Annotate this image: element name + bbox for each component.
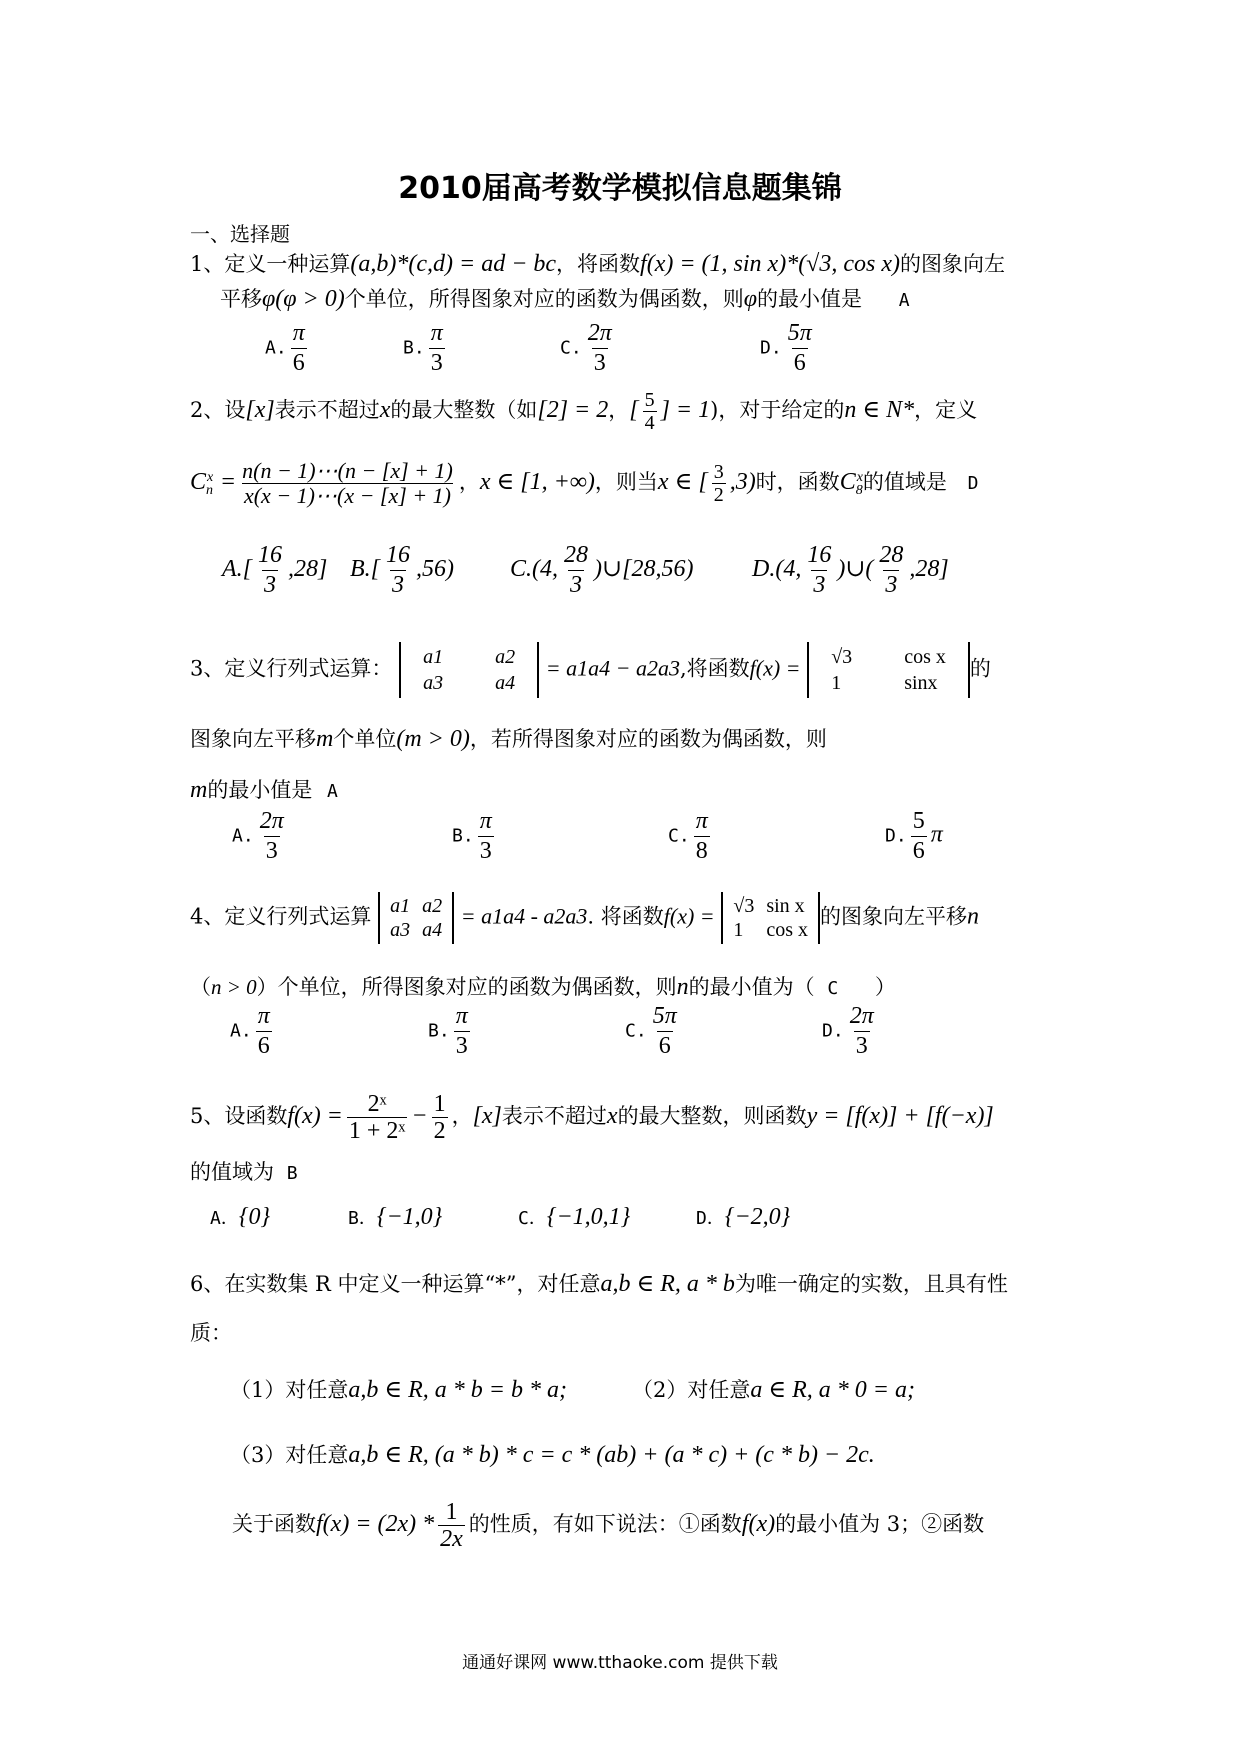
fraction-numerator: 5π xyxy=(652,1003,677,1029)
option-label: B． xyxy=(348,1208,377,1229)
q4-option-b xyxy=(428,1003,474,1060)
fraction-denominator: 3 xyxy=(265,838,278,864)
det-entry: a4 xyxy=(422,919,443,941)
q5-line1 xyxy=(190,1092,994,1143)
option-text: )∪( xyxy=(837,556,874,583)
q3-text: 3、定义行列式运算： xyxy=(190,656,393,681)
q2-text: ，则当 xyxy=(594,470,658,494)
q1-text: 1、定义一种运算 xyxy=(190,252,351,276)
q1-option-d xyxy=(760,320,818,377)
fraction-numerator: 5π xyxy=(787,320,812,346)
fraction-denominator: 3 xyxy=(479,838,492,864)
det-entry: a1 xyxy=(390,895,411,917)
option-text: B.[ xyxy=(350,556,380,583)
fraction-denominator: 1 + 2ˣ xyxy=(348,1118,406,1144)
q6-property-2 xyxy=(632,1378,915,1402)
q6-text: 的性质，有如下说法：①函数 xyxy=(468,1512,742,1536)
q4-formula: n xyxy=(967,903,979,930)
fraction-denominator: 2x xyxy=(440,1526,463,1552)
q6-property-3 xyxy=(230,1443,875,1467)
q6-text: 的最小值为 3；②函数 xyxy=(775,1512,985,1536)
option-label: B. xyxy=(452,825,474,847)
q2-formula: x ∈ [ xyxy=(657,469,708,495)
det-entry: a4 xyxy=(495,672,516,694)
fraction-denominator: 8 xyxy=(695,838,708,864)
q1-answer: A xyxy=(898,290,910,311)
option-text: D.(4, xyxy=(752,556,802,583)
det-entry: 1 xyxy=(733,919,744,941)
option-label: D． xyxy=(696,1208,725,1229)
q5-answer: B xyxy=(286,1163,298,1184)
fraction-denominator: 3 xyxy=(885,572,898,598)
option-label: A. xyxy=(230,1020,252,1042)
fraction-numerator: 16 xyxy=(807,542,832,568)
q2-formula: C xyxy=(190,469,207,495)
q3-line3 xyxy=(190,778,338,802)
option-label: D. xyxy=(885,825,907,847)
option-label: C. xyxy=(560,337,582,359)
q5-option-d xyxy=(696,1204,790,1231)
q6-text: 为唯一确定的实数，且具有性 xyxy=(734,1272,1008,1296)
det-entry: a1 xyxy=(423,646,444,668)
fraction-denominator: 2 xyxy=(433,1118,446,1144)
option-text: ,56) xyxy=(416,556,454,583)
q1-line1 xyxy=(190,252,1005,276)
q1-option-c xyxy=(560,320,618,377)
q2-formula: = xyxy=(219,469,237,495)
q4-option-c xyxy=(625,1003,683,1060)
q3-determinant xyxy=(807,642,970,698)
option-text: A.[ xyxy=(222,556,252,583)
fraction-numerator: 5 xyxy=(644,389,655,411)
fraction-numerator: 16 xyxy=(258,542,282,568)
q3-determinant xyxy=(399,642,539,698)
q2-formula: n ∈ N* xyxy=(844,397,915,423)
q3-formula: (m > 0) xyxy=(396,726,470,752)
option-label: A. xyxy=(232,825,254,847)
q1-formula: (a,b)*(c,d) = ad − bc xyxy=(350,251,557,277)
fraction-denominator: 2 xyxy=(713,484,724,506)
q4-line2 xyxy=(190,975,896,999)
q5-formula: f(x) = xyxy=(287,1103,343,1129)
fraction-numerator: 5 xyxy=(912,808,925,834)
fraction-numerator: π xyxy=(455,1003,468,1029)
q6-formula: f(x) xyxy=(741,1511,776,1537)
q2-option-c xyxy=(510,542,693,599)
option-set: {0} xyxy=(238,1204,271,1230)
q5-text: 的最大整数，则函数 xyxy=(617,1104,807,1128)
q2-formula: [2] = 2 xyxy=(537,397,609,423)
q4-text: ）个单位，所得图象对应的函数为偶函数，则 xyxy=(256,975,677,999)
q3-option-b xyxy=(452,808,498,865)
q4-determinant xyxy=(378,892,454,944)
q5-option-a xyxy=(210,1204,270,1231)
q2-formula: C xyxy=(839,469,856,495)
fraction-numerator: π xyxy=(430,320,443,346)
q3-option-a xyxy=(232,808,290,865)
q6-formula: a ∈ R, a * 0 = a; xyxy=(750,1377,915,1403)
det-entry: cos x xyxy=(766,919,808,941)
q2-text: ， xyxy=(458,470,480,494)
q2-formula: ] = 1 xyxy=(660,397,711,423)
q4-formula: = a1a4 - a2a3 xyxy=(460,903,588,929)
q6-last-line xyxy=(232,1500,984,1551)
q3-formula: m xyxy=(190,777,208,803)
fraction-denominator: 3 xyxy=(813,572,826,598)
q6-formula: f(x) = (2x) * xyxy=(316,1511,435,1537)
q2-answer: D xyxy=(967,473,979,494)
fraction-numerator: π xyxy=(479,808,492,834)
det-entry: √3 xyxy=(831,646,853,668)
q5-text: 表示不超过 xyxy=(501,1104,607,1128)
q4-formula: n xyxy=(676,974,689,1000)
q2-option-d xyxy=(752,542,949,599)
q6-formula: a,b ∈ R, (a * b) * c = c * (ab) + (a * c) + (c * b) − 2c. xyxy=(348,1442,875,1468)
q2-line1 xyxy=(190,390,977,433)
q3-text: 的 xyxy=(969,656,991,681)
q2-subscript: 8 xyxy=(855,483,863,499)
q2-text: 时，函数 xyxy=(755,470,840,494)
q2-text: ，定义 xyxy=(914,398,978,422)
option-tail: π xyxy=(930,821,943,848)
option-text: )∪[28,56) xyxy=(594,556,694,583)
q1-formula: φ xyxy=(743,286,758,312)
q4-determinant xyxy=(721,892,820,944)
q1-text: 个单位，所得图象对应的函数为偶函数，则 xyxy=(344,287,744,311)
q2-subscript: n xyxy=(206,483,214,499)
q2-formula: [x] xyxy=(245,397,275,423)
q4-option-d xyxy=(822,1003,880,1060)
q1-option-a xyxy=(265,320,311,377)
q4-text: . 将函数 xyxy=(587,904,664,929)
fraction-numerator: 1 xyxy=(445,1499,458,1525)
q1-formula: φ(φ > 0) xyxy=(262,286,345,312)
q2-superscript: x xyxy=(856,470,863,485)
q2-text: )，对于给定的 xyxy=(710,398,845,422)
option-text: ,28] xyxy=(909,556,949,583)
fraction-denominator: 6 xyxy=(912,838,925,864)
fraction-denominator: 6 xyxy=(257,1033,270,1059)
q6-text: （2）对任意 xyxy=(632,1378,751,1402)
q3-text: 图象向左平移 xyxy=(190,727,316,751)
fraction-numerator: 2π xyxy=(849,1003,874,1029)
fraction-denominator: 6 xyxy=(658,1033,671,1059)
q1-text: ，将函数 xyxy=(556,252,641,276)
q1-text: 平移 xyxy=(220,287,262,311)
fraction-numerator: 2ˣ xyxy=(367,1091,387,1117)
det-entry: a3 xyxy=(390,919,411,941)
fraction-numerator: 2π xyxy=(587,320,612,346)
fraction-denominator: 6 xyxy=(793,350,806,376)
fraction-denominator: 4 xyxy=(644,412,655,434)
q4-text: （ xyxy=(190,975,211,999)
fraction-numerator: 28 xyxy=(879,542,904,568)
q5-text: ， xyxy=(451,1104,473,1128)
q3-text: 个单位 xyxy=(333,727,397,751)
fraction-numerator: 3 xyxy=(713,461,724,483)
q4-answer: C xyxy=(827,978,839,999)
q5-text: 的值域为 xyxy=(190,1160,274,1184)
q2-text: 的值域是 xyxy=(862,470,947,494)
det-entry: 1 xyxy=(831,672,842,694)
det-entry: a2 xyxy=(495,646,516,668)
q5-formula: x xyxy=(606,1103,618,1129)
q1-line2 xyxy=(220,287,910,311)
q2-formula: x ∈ [1, +∞) xyxy=(479,469,595,495)
option-label: A. xyxy=(265,337,287,359)
q6-formula: a,b ∈ R, a * b = b * a; xyxy=(348,1377,567,1403)
fraction-denominator: x(x − 1)⋯(x − [x] + 1) xyxy=(243,483,451,508)
q4-text: 的最小值为（ xyxy=(688,975,815,999)
option-label: D. xyxy=(822,1020,844,1042)
section-heading: 一、选择题 xyxy=(190,222,290,246)
fraction-numerator: 28 xyxy=(564,542,588,568)
option-label: C． xyxy=(518,1208,547,1229)
option-set: {−1,0} xyxy=(376,1204,443,1230)
q3-formula: m xyxy=(316,726,334,752)
fraction-denominator: 3 xyxy=(855,1033,868,1059)
option-text: ,28] xyxy=(288,556,328,583)
q5-line2 xyxy=(190,1162,298,1183)
q3-answer: A xyxy=(327,781,338,802)
q3-line2 xyxy=(190,727,827,751)
option-label: C. xyxy=(668,825,690,847)
q6-text: （3）对任意 xyxy=(230,1443,349,1467)
option-label: D. xyxy=(760,337,782,359)
fraction-denominator: 3 xyxy=(430,350,443,376)
q2-text: 表示不超过 xyxy=(274,398,380,422)
q2-superscript: x xyxy=(207,470,214,485)
q2-option-a xyxy=(222,542,327,599)
q4-line1 xyxy=(190,892,979,944)
fraction-numerator: 1 xyxy=(433,1091,446,1117)
q5-formula: y = [f(x)] + [f(−x)] xyxy=(806,1103,994,1129)
fraction-numerator: n(n − 1)⋯(n − [x] + 1) xyxy=(242,458,453,483)
q4-text: 4、定义行列式运算 xyxy=(190,904,372,929)
q5-formula: − xyxy=(411,1103,428,1129)
q6-text: 6、在实数集 R 中定义一种运算“*”，对任意 xyxy=(190,1272,601,1296)
fraction-denominator: 3 xyxy=(392,572,404,598)
q2-text: ， xyxy=(608,398,630,422)
q1-text: 的最小值是 xyxy=(757,287,863,311)
option-label: B. xyxy=(428,1020,450,1042)
fraction-denominator: 6 xyxy=(292,350,305,376)
q6-line2: 质： xyxy=(190,1321,232,1345)
fraction-numerator: π xyxy=(695,808,708,834)
q2-line2 xyxy=(190,460,978,507)
q3-formula: = a1a4 − a2a3 xyxy=(545,655,680,681)
q2-formula: [ xyxy=(629,397,639,423)
q4-formula: f(x) = xyxy=(663,903,715,929)
q2-text: 2、设 xyxy=(190,398,246,422)
fraction-denominator: 3 xyxy=(593,350,606,376)
fraction-denominator: 3 xyxy=(264,572,276,598)
q3-text: ,将函数 xyxy=(679,656,750,681)
fraction-denominator: 3 xyxy=(570,572,582,598)
q2-formula: x xyxy=(379,397,391,423)
q5-option-c xyxy=(518,1204,630,1231)
option-set: {−2,0} xyxy=(724,1204,791,1230)
q2-text: 的最大整数（如 xyxy=(390,398,538,422)
q1-formula: f(x) = (1, sin x)*(√3, cos x) xyxy=(640,251,900,277)
q1-option-b xyxy=(403,320,449,377)
q6-formula: a,b ∈ R, a * b xyxy=(600,1271,735,1297)
fraction-numerator: π xyxy=(292,320,305,346)
q4-formula: n > 0 xyxy=(211,975,257,999)
option-set: {−1,0,1} xyxy=(546,1204,631,1230)
q3-option-d xyxy=(885,808,943,865)
fraction-numerator: 16 xyxy=(386,542,410,568)
det-entry: a3 xyxy=(423,672,444,694)
page-title: 2010届高考数学模拟信息题集锦 xyxy=(398,171,842,206)
q3-formula: f(x) = xyxy=(749,655,801,681)
q5-text: 5、设函数 xyxy=(190,1104,288,1128)
fraction-numerator: π xyxy=(257,1003,270,1029)
q2-option-b xyxy=(350,542,454,599)
q2-formula: ,3) xyxy=(729,469,756,495)
det-entry: sin x xyxy=(766,895,805,917)
det-entry: cos x xyxy=(904,646,946,668)
q3-text: 的最小值是 xyxy=(207,778,313,802)
q6-text: 关于函数 xyxy=(232,1512,316,1536)
q3-line1 xyxy=(190,642,991,698)
page-footer: 通通好课网 www.tthaoke.com 提供下载 xyxy=(462,1653,778,1673)
q4-text: ） xyxy=(874,975,896,999)
det-entry: a2 xyxy=(422,895,443,917)
fraction-numerator: 2π xyxy=(259,808,284,834)
q6-line1 xyxy=(190,1272,1008,1296)
det-entry: sinx xyxy=(904,672,938,694)
option-text: C.(4, xyxy=(510,556,558,583)
option-label: A． xyxy=(210,1208,239,1229)
q6-text: （1）对任意 xyxy=(230,1378,349,1402)
option-label: B. xyxy=(403,337,425,359)
q3-text: ，若所得图象对应的函数为偶函数，则 xyxy=(469,727,827,751)
q6-property-1 xyxy=(230,1378,567,1402)
q4-text: 的图象向左平移 xyxy=(820,904,967,929)
q5-option-b xyxy=(348,1204,442,1231)
q3-option-c xyxy=(668,808,714,865)
q5-formula: [x] xyxy=(472,1103,502,1129)
det-entry: √3 xyxy=(733,895,755,917)
q1-text: 的图象向左 xyxy=(900,252,1005,276)
fraction-denominator: 3 xyxy=(455,1033,468,1059)
q4-option-a xyxy=(230,1003,276,1060)
option-label: C. xyxy=(625,1020,647,1042)
